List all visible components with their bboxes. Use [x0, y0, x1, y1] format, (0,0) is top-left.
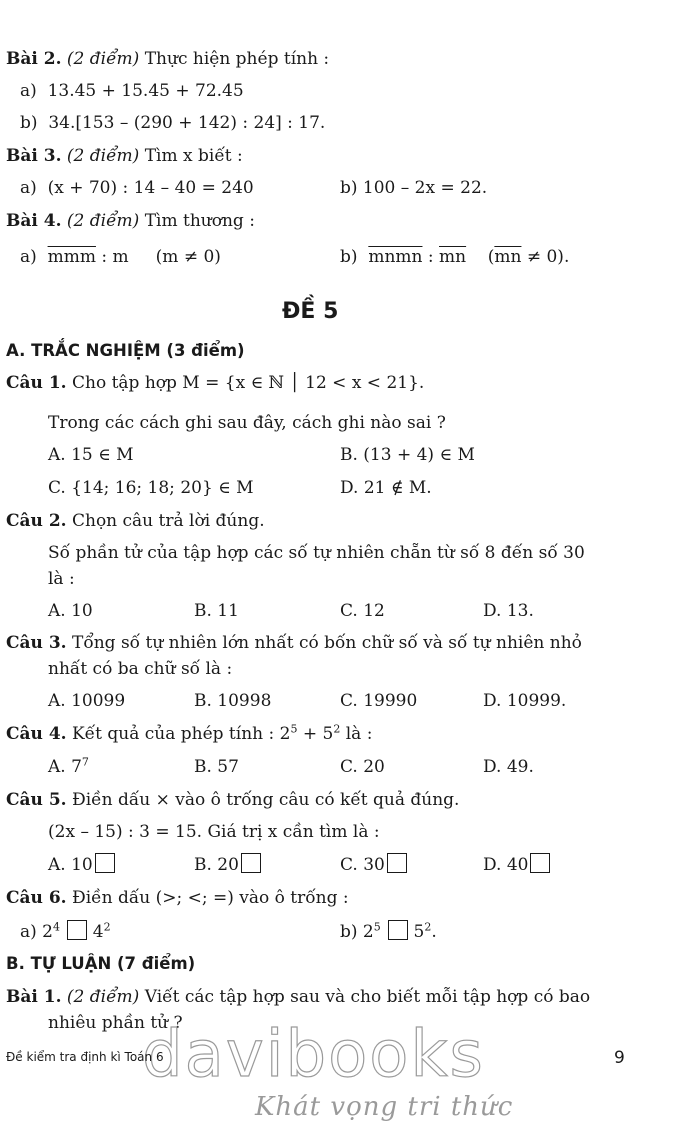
bai1-heading-line2: nhiêu phần tử ?: [48, 1013, 183, 1033]
exam-title: ĐỀ 5: [282, 299, 339, 324]
bai3-b: b) 100 – 2x = 22.: [340, 178, 488, 198]
cau1-option-a: A. 15 ∈ M: [48, 445, 134, 465]
cau3-option-a: A. 10099: [48, 691, 126, 711]
cau1-heading: Câu 1. Cho tập hợp M = {x ∈ ℕ │ 12 < x < 21}.: [6, 373, 425, 393]
cau2-option-d: D. 13.: [483, 601, 534, 621]
cau6-heading: Câu 6. Điền dấu (>; <; =) vào ô trống :: [6, 888, 349, 908]
cau4-option-d: D. 49.: [483, 757, 534, 777]
answer-box[interactable]: [387, 853, 407, 873]
section-a-heading: A. TRẮC NGHIỆM (3 điểm): [6, 341, 245, 360]
bai2-b: b) 34.[153 – (290 + 142) : 24] : 17.: [20, 113, 326, 133]
bai2-heading: Bài 2. (2 điểm) Thực hiện phép tính :: [6, 49, 330, 69]
cau5-question: (2x – 15) : 3 = 15. Giá trị x cần tìm là :: [48, 822, 380, 842]
page-number: 9: [614, 1048, 625, 1068]
cau1-option-b: B. (13 + 4) ∈ M: [340, 445, 475, 465]
cau3-option-c: C. 19990: [340, 691, 418, 711]
cau2-question-line1: Số phần tử của tập hợp các số tự nhiên chẵn từ số 8 đến số 30: [48, 543, 585, 563]
answer-box[interactable]: [241, 853, 261, 873]
bai3-a: a) (x + 70) : 14 – 40 = 240: [20, 178, 254, 198]
cau5-option-b: B. 20: [194, 853, 261, 876]
watermark-logo: davibooks: [142, 1018, 485, 1092]
cau1-option-d: D. 21 ∉ M.: [340, 478, 432, 498]
cau5-option-c: C. 30: [340, 853, 407, 876]
cau2-heading: Câu 2. Chọn câu trả lời đúng.: [6, 511, 265, 531]
cau6-a: a) $2^4$ $4^2$: [20, 920, 111, 942]
bai4-heading: Bài 4. (2 điểm) Tìm thương :: [6, 211, 255, 231]
compare-box[interactable]: [67, 920, 87, 940]
cau5-option-a: A. 10: [48, 853, 115, 876]
cau3-heading: Câu 3. Tổng số tự nhiên lớn nhất có bốn chữ số và số tự nhiên nhỏ: [6, 633, 582, 653]
bai3-heading: Bài 3. (2 điểm) Tìm x biết :: [6, 146, 243, 166]
cau2-option-a: A. 10: [48, 601, 93, 621]
compare-box[interactable]: [388, 920, 408, 940]
answer-box[interactable]: [530, 853, 550, 873]
section-b-heading: B. TỰ LUẬN (7 điểm): [6, 954, 196, 973]
cau1-question: Trong các cách ghi sau đây, cách ghi nào sai ?: [48, 413, 446, 433]
cau5-heading: Câu 5. Điền dấu × vào ô trống câu có kết quả đúng.: [6, 790, 460, 810]
cau4-option-c: C. 20: [340, 757, 385, 777]
bai1-heading: Bài 1. (2 điểm) Viết các tập hợp sau và cho biết mỗi tập hợp có bao: [6, 987, 591, 1007]
cau5-option-d: D. 40: [483, 853, 550, 876]
bai4-b: b) mnmn : $\overline{mn}$ $(\overline{mn} \ne 0)$.: [340, 247, 570, 267]
cau3-heading-line2: nhất có ba chữ số là :: [48, 659, 233, 679]
cau4-heading: Câu 4. Kết quả của phép tính : $2^5 + 5^2$ là :: [6, 722, 373, 744]
bai2-a: a) 13.45 + 15.45 + 72.45: [20, 81, 244, 101]
footer-text: Đề kiểm tra định kì Toán 6: [6, 1050, 164, 1064]
answer-box[interactable]: [95, 853, 115, 873]
watermark-slogan: Khát vọng tri thức: [255, 1092, 514, 1122]
cau6-b: b) $2^5$ $5^2$.: [340, 920, 437, 942]
bai4-a: a) $\overline{mmm}$ : m (m ≠ 0): [20, 247, 221, 267]
cau3-option-d: D. 10999.: [483, 691, 567, 711]
cau1-option-c: C. {14; 16; 18; 20} ∈ M: [48, 478, 254, 498]
cau2-option-c: C. 12: [340, 601, 385, 621]
cau4-option-b: B. 57: [194, 757, 239, 777]
cau3-option-b: B. 10998: [194, 691, 272, 711]
cau2-question-line2: là :: [48, 569, 75, 589]
cau2-option-b: B. 11: [194, 601, 239, 621]
cau4-option-a: A. $7^7$: [48, 755, 89, 777]
